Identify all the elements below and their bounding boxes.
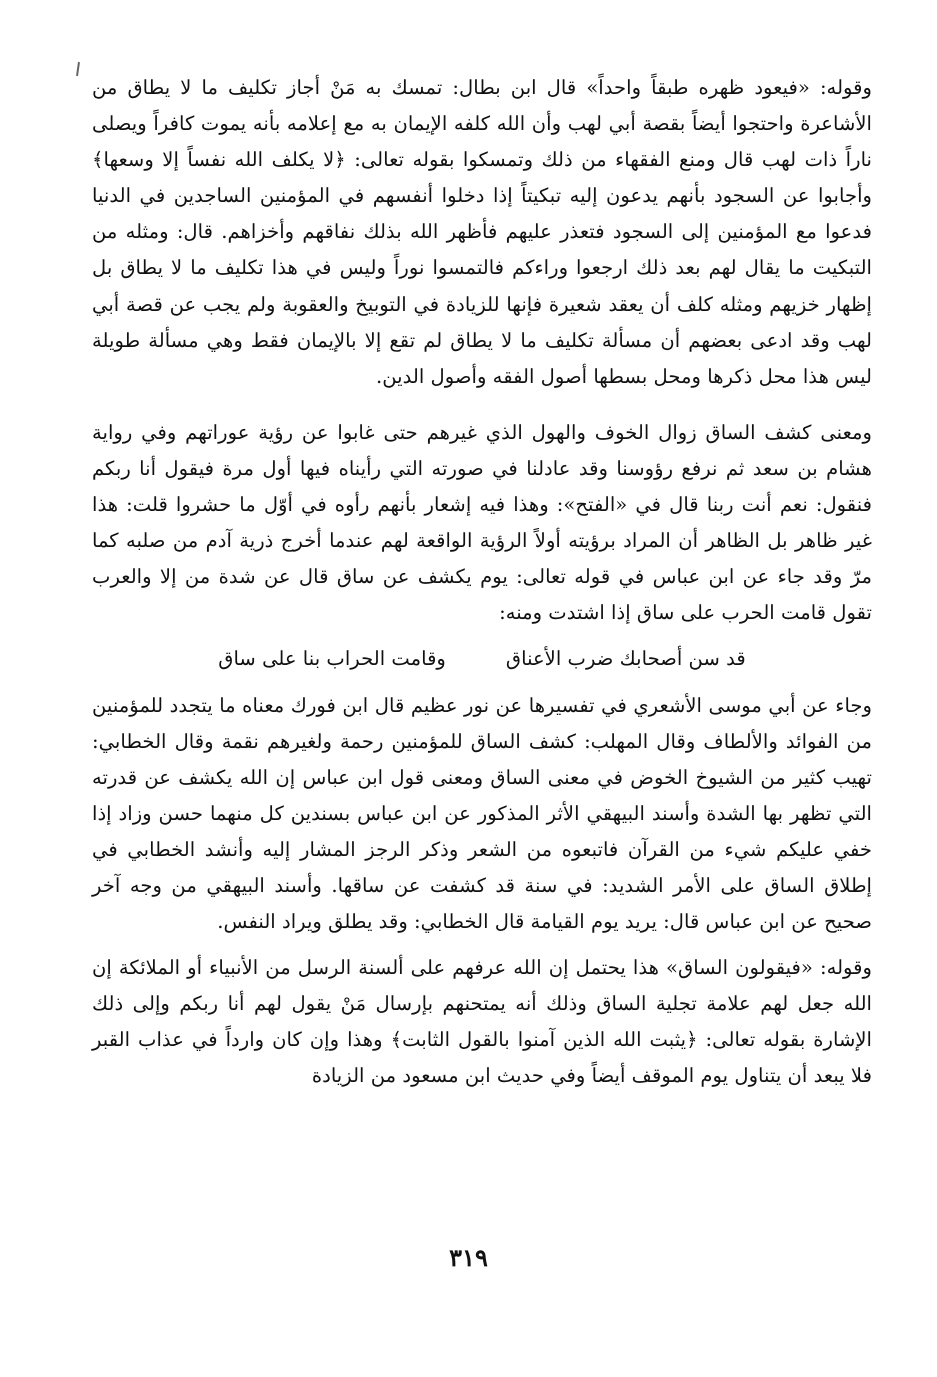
poetry-verse (92, 641, 872, 677)
margin-mark (76, 62, 80, 76)
verse-second-hemistich: وقامت الحراب بنا على ساق (218, 647, 446, 671)
paragraph-4: وقوله: «فيقولون الساق» هذا يحتمل إن الله عرفهم على ألسنة الرسل من الأنبياء أو الملائكة إن الله جعل لهم علامة تجلية الساق وذلك أنه يمتحنهم بإرسال مَنْ يقول لهم أنا ربكم وإلى ذلك الإشارة بقوله تعالى: ﴿يثبت الله الذين آمنوا بالقول الثابت﴾ وهذا وإن كان وارداً في عذاب القبر فلا يبعد أن يتناول يوم الموقف أيضاً وفي حديث ابن مسعود من الزيادة (92, 956, 872, 1088)
paragraph-1: وقوله: «فيعود ظهره طبقاً واحداً» قال ابن بطال: تمسك به مَنْ أجاز تكليف ما لا يطاق من الأشاعرة واحتجوا أيضاً بقصة أبي لهب وأن الله كلفه الإيمان به مع إعلامه بأنه يموت كافراً ويصلى ناراً ذات لهب قال ومنع الفقهاء من ذلك وتمسكوا بقوله تعالى: ﴿لا يكلف الله نفساً إلا وسعها﴾ وأجابوا عن السجود بأنهم يدعون إليه تبكيتاً إذا دخلوا أنفسهم في المؤمنين الساجدين في الدنيا فدعوا مع المؤمنين إلى السجود فتعذر عليهم فأظهر الله بذلك نفاقهم وأخزاهم. قال: ومثله من التبكيت ما يقال لهم بعد ذلك ارجعوا وراءكم فالتمسوا نوراً وليس في هذا تكليف ما لا يطاق بل إظهار خزيهم ومثله كلف أن يعقد شعيرة فإنها للزيادة في التوبيخ والعقوبة ولم يجب عن قصة أبي لهب وقد ادعى بعضهم أن مسألة تكليف ما لا يطاق لم تقع إلا بالإيمان فقط وهي مسألة طويلة ليس هذا محل ذكرها ومحل بسطها أصول الفقه وأصول الدين. (92, 76, 872, 388)
page-number: ٣١٩ (449, 1243, 488, 1272)
verse-first-hemistich: قد سن أصحابك ضرب الأعناق (505, 647, 746, 671)
page-body (92, 70, 872, 1095)
paragraph-2: ومعنى كشف الساق زوال الخوف والهول الذي غيرهم حتى غابوا عن رؤية عوراتهم وفي رواية هشام بن سعد ثم نرفع رؤوسنا وقد عادلنا في صورته التي رأيناه فيها أول مرة فيقول أنا ربكم فنقول: نعم أنت ربنا قال في «الفتح»: وهذا فيه إشعار بأنهم رأوه في أوّل ما حشروا قلت: هذا غير ظاهر بل الظاهر أن المراد برؤيته أولاً الرؤية الواقعة لهم عندما أخرج ذرية آدم من صلبه كما مرّ وقد جاء عن ابن عباس في قوله تعالى: يوم يكشف عن ساق قال عن شدة من إلا والعرب تقول قامت الحرب على ساق إذا اشتدت ومنه: (92, 420, 872, 625)
paragraph-3: وجاء عن أبي موسى الأشعري في تفسيرها عن نور عظيم قال ابن فورك معناه ما يتجدد للمؤمنين من الفوائد والألطاف وقال المهلب: كشف الساق للمؤمنين رحمة ولغيرهم نقمة وقال الخطابي: تهيب كثير من الشيوخ الخوض في معنى الساق ومعنى قول ابن عباس إن الله يكشف عن قدرته التي تظهر بها الشدة وأسند البيهقي الأثر المذكور عن ابن عباس بسندين كل منهما حسن وزاد إذا خفي عليكم شيء من القرآن فاتبعوه من الشعر وذكر الرجز المشار إليه وأنشد الخطابي في إطلاق الساق على الأمر الشديد: في سنة قد كشفت عن ساقها. وأسند البيهقي من وجه آخر صحيح عن ابن عباس قال: يريد يوم القيامة قال الخطابي: وقد يطلق ويراد النفس. (92, 693, 872, 934)
